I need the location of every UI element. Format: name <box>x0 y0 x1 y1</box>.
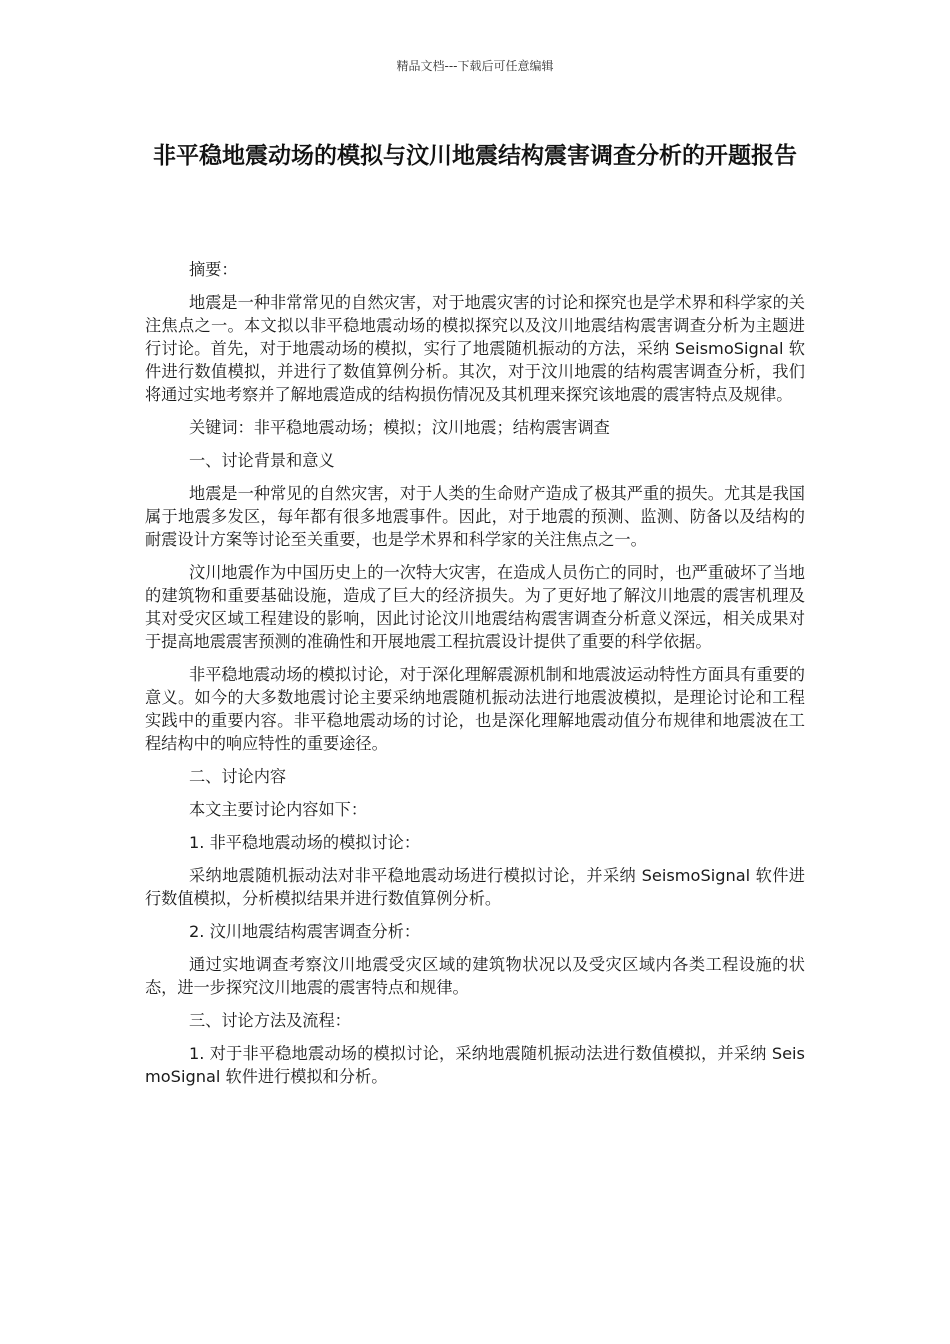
content-item-1-heading: 1. 非平稳地震动场的模拟讨论： <box>189 833 421 852</box>
keywords-line: 关键词：非平稳地震动场；模拟；汶川地震；结构震害调查 <box>189 418 610 437</box>
section-heading-background: 一、讨论背景和意义 <box>189 451 335 470</box>
document-body <box>145 258 805 1098</box>
background-paragraph-1: 地震是一种常见的自然灾害，对于人类的生命财产造成了极其严重的损失。尤其是我国属于地震多发区，每年都有很多地震事件。因此，对于地震的预测、监测、防备以及结构的耐震设计方案等讨论至关重要，也是学术界和科学家的关注焦点之一。 <box>145 484 805 549</box>
content-intro: 本文主要讨论内容如下： <box>189 800 368 819</box>
section-heading-method: 三、讨论方法及流程： <box>189 1011 351 1030</box>
content-item-1-body: 采纳地震随机振动法对非平稳地震动场进行模拟讨论，并采纳 SeismoSignal 软件进行数值模拟，分析模拟结果并进行数值算例分析。 <box>145 866 805 908</box>
content-item-2-body: 通过实地调查考察汶川地震受灾区域的建筑物状况以及受灾区域内各类工程设施的状态，进一步探究汶川地震的震害特点和规律。 <box>145 955 805 997</box>
method-item-1: 1. 对于非平稳地震动场的模拟讨论，采纳地震随机振动法进行数值模拟，并采纳 SeismoSignal 软件进行模拟和分析。 <box>145 1044 805 1086</box>
page-header: 精品文档---下载后可任意编辑 <box>396 59 554 73</box>
document-title: 非平稳地震动场的模拟与汶川地震结构震害调查分析的开题报告 <box>153 143 797 169</box>
background-paragraph-3: 非平稳地震动场的模拟讨论，对于深化理解震源机制和地震波运动特性方面具有重要的意义。如今的大多数地震讨论主要采纳地震随机振动法进行地震波模拟，是理论讨论和工程实践中的重要内容。非平稳地震动场的讨论，也是深化理解地震动值分布规律和地震波在工程结构中的响应特性的重要途径。 <box>145 665 805 753</box>
background-paragraph-2: 汶川地震作为中国历史上的一次特大灾害，在造成人员伤亡的同时，也严重破坏了当地的建筑物和重要基础设施，造成了巨大的经济损失。为了更好地了解汶川地震的震害机理及其对受灾区域工程建设的影响，因此讨论汶川地震结构震害调查分析意义深远，相关成果对于提高地震震害预测的准确性和开展地震工程抗震设计提供了重要的科学依据。 <box>145 563 805 651</box>
abstract-heading: 摘要： <box>189 260 238 279</box>
section-heading-content: 二、讨论内容 <box>189 767 287 786</box>
abstract-paragraph: 地震是一种非常常见的自然灾害，对于地震灾害的讨论和探究也是学术界和科学家的关注焦点之一。本文拟以非平稳地震动场的模拟探究以及汶川地震结构震害调查分析为主题进行讨论。首先，对于地震动场的模拟，实行了地震随机振动的方法，采纳 SeismoSignal 软件进行数值模拟，并进行了数值算例分析。其次，对于汶川地震的结构震害调查分析，我们将通过实地考察并了解地震造成的结构损伤情况及其机理来探究该地震的震害特点及规律。 <box>145 293 805 404</box>
content-item-2-heading: 2. 汶川地震结构震害调查分析： <box>189 922 421 941</box>
